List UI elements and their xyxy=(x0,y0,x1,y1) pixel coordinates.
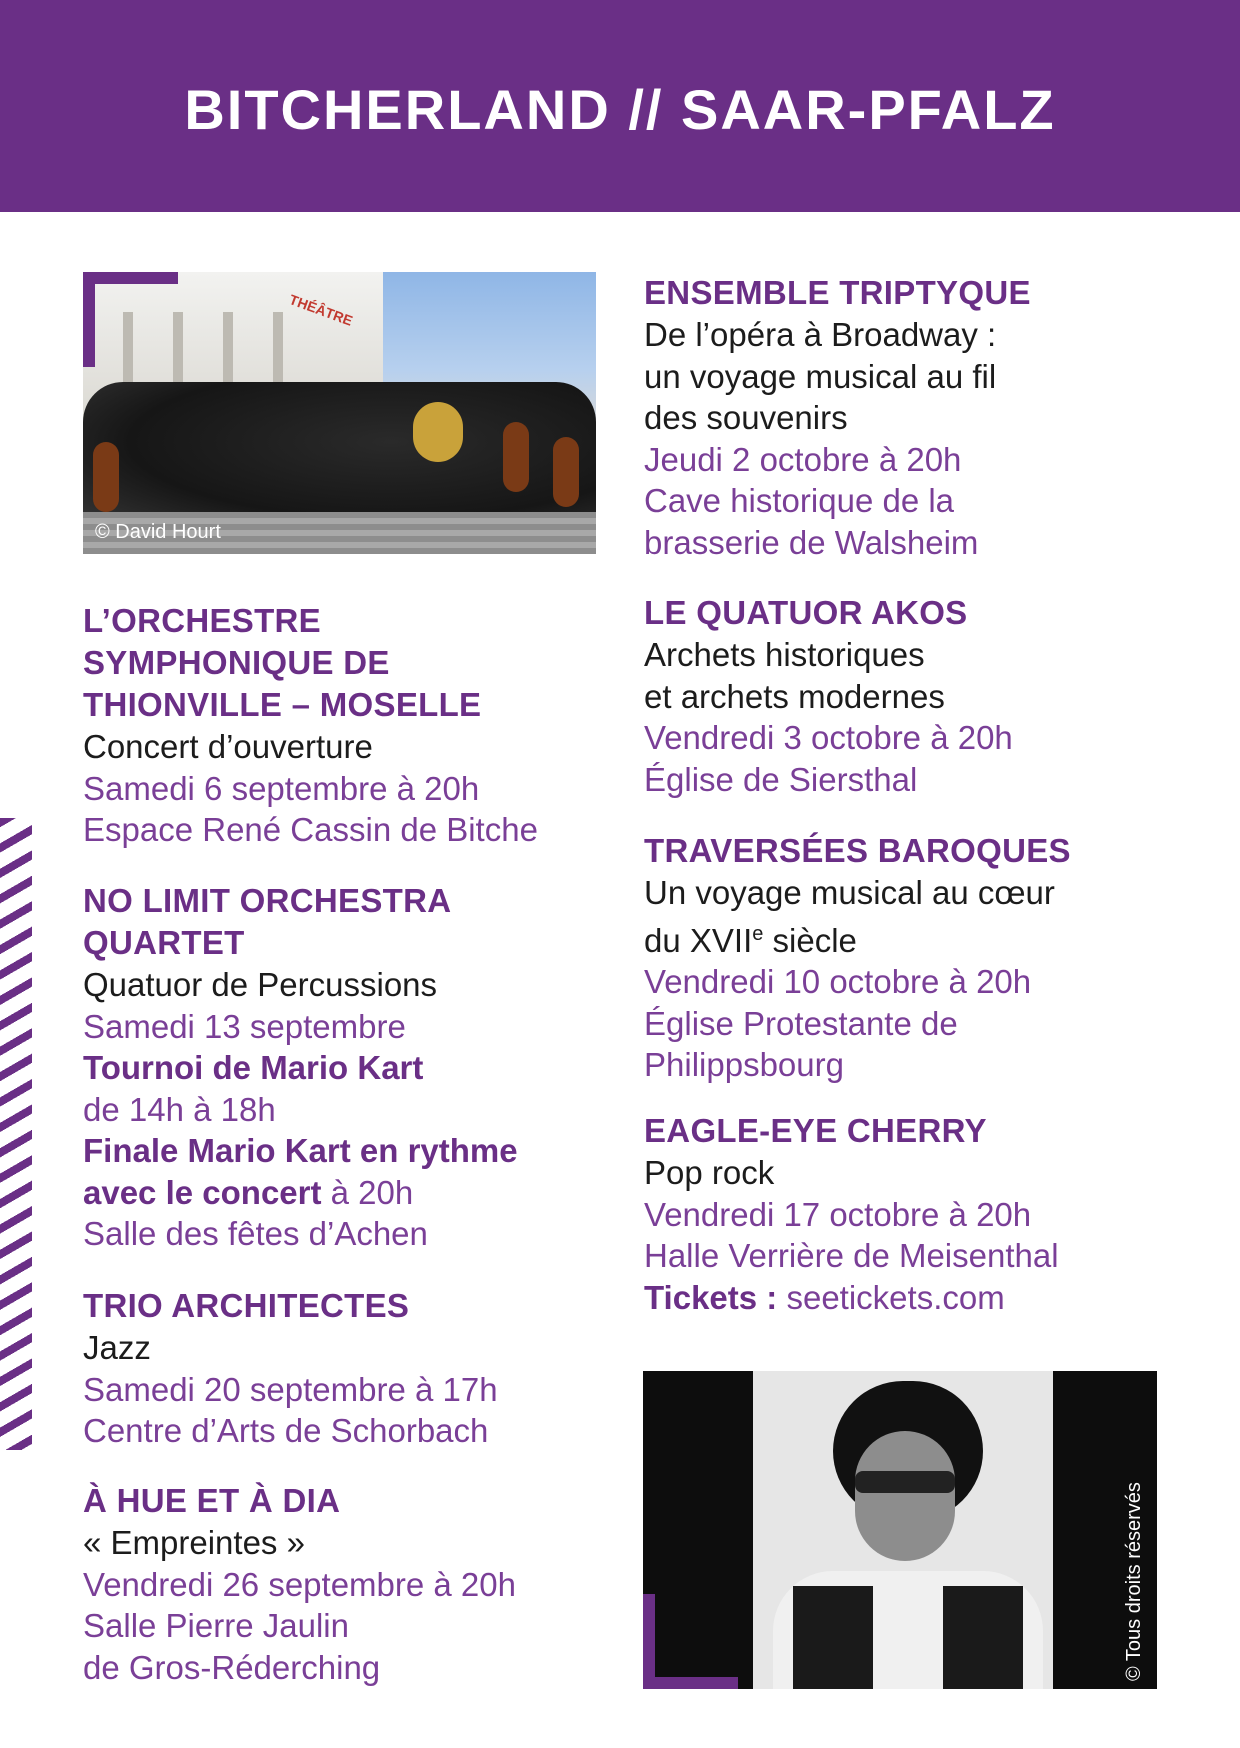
event-venue: Salle des fêtes d’Achen xyxy=(83,1215,428,1252)
event-title: ENSEMBLE TRIPTYQUE xyxy=(644,274,1031,311)
event-subtitle xyxy=(644,914,1164,962)
event-subtitle: des souvenirs xyxy=(644,399,848,436)
event-title: EAGLE-EYE CHERRY xyxy=(644,1112,987,1149)
corner-accent xyxy=(83,272,95,367)
event-title: LE QUATUOR AKOS xyxy=(644,594,968,631)
event-quatuor-akos xyxy=(644,592,1164,800)
subtitle-post: siècle xyxy=(763,921,857,959)
event-title: SYMPHONIQUE DE xyxy=(83,644,390,681)
event-subtitle: Jazz xyxy=(83,1329,151,1366)
event-date: Samedi 13 septembre xyxy=(83,1007,406,1045)
event-date: Vendredi 17 octobre à 20h xyxy=(644,1195,1032,1233)
event-venue: Cave historique de la xyxy=(644,482,955,519)
cello xyxy=(553,437,579,507)
photo-credit: © David Hourt xyxy=(95,521,221,543)
corner-accent xyxy=(643,1677,738,1689)
event-title: TRAVERSÉES BAROQUES xyxy=(644,832,1071,869)
artist-portrait-photo xyxy=(643,1371,1157,1689)
event-trio-architectes xyxy=(83,1285,603,1452)
event-venue: Espace René Cassin de Bitche xyxy=(83,811,538,848)
event-subtitle: un voyage musical au fil xyxy=(644,357,997,395)
event-venue: Église de Siersthal xyxy=(644,760,918,798)
event-subtitle: et archets modernes xyxy=(644,677,945,715)
theatre-sign: THÉÂTRE xyxy=(287,291,355,329)
event-subtitle: Un voyage musical au cœur xyxy=(644,874,1055,911)
event-finale-bold: avec le concert xyxy=(83,1173,322,1211)
header-banner xyxy=(0,0,1240,212)
event-title: À HUE ET À DIA xyxy=(83,1482,341,1519)
decorative-stripes xyxy=(0,818,32,1450)
tuba xyxy=(413,402,463,462)
event-ensemble-triptyque xyxy=(644,272,1164,563)
artist-vest xyxy=(943,1586,1023,1689)
event-eagle-eye-cherry xyxy=(644,1110,1164,1318)
orchestra-photo xyxy=(83,272,596,554)
photo-credit: © Tous droits réservés xyxy=(1123,1482,1145,1681)
event-date: Vendredi 3 octobre à 20h xyxy=(644,719,1013,756)
event-date: Jeudi 2 octobre à 20h xyxy=(644,440,962,478)
event-date: Vendredi 10 octobre à 20h xyxy=(644,963,1032,1000)
event-venue: Salle Pierre Jaulin xyxy=(83,1607,349,1644)
event-title: NO LIMIT ORCHESTRA xyxy=(83,882,452,919)
event-finale-line xyxy=(83,1172,603,1214)
event-venue: Centre d’Arts de Schorbach xyxy=(83,1412,489,1449)
event-date: Vendredi 26 septembre à 20h xyxy=(83,1565,516,1603)
event-orchestre-thionville xyxy=(83,600,603,851)
cello xyxy=(93,442,119,512)
event-subtitle: Pop rock xyxy=(644,1154,775,1191)
event-title: L’ORCHESTRE xyxy=(83,602,321,639)
corner-accent xyxy=(643,1594,655,1689)
event-title: THIONVILLE – MOSELLE xyxy=(83,686,482,723)
event-no-limit-orchestra xyxy=(83,880,603,1255)
event-finale-time: à 20h xyxy=(321,1173,414,1211)
event-subtitle: Concert d’ouverture xyxy=(83,728,373,765)
page-title: BITCHERLAND // SAAR-PFALZ xyxy=(184,78,1056,141)
event-date: Samedi 6 septembre à 20h xyxy=(83,769,480,807)
event-subtitle: Quatuor de Percussions xyxy=(83,966,438,1003)
event-activity-time: de 14h à 18h xyxy=(83,1090,276,1128)
tickets-label: Tickets : xyxy=(644,1278,778,1316)
event-title: TRIO ARCHITECTES xyxy=(83,1287,410,1324)
event-activity: Tournoi de Mario Kart xyxy=(83,1049,424,1086)
event-venue: brasserie de Walsheim xyxy=(644,523,979,561)
event-venue: Église Protestante de xyxy=(644,1004,958,1042)
artist-face xyxy=(855,1431,955,1561)
artist-vest xyxy=(793,1586,873,1689)
superscript: e xyxy=(752,922,764,945)
event-venue: Halle Verrière de Meisenthal xyxy=(644,1237,1059,1274)
event-finale: Finale Mario Kart en rythme xyxy=(83,1132,518,1169)
event-venue: Philippsbourg xyxy=(644,1046,844,1083)
event-date: Samedi 20 septembre à 17h xyxy=(83,1370,498,1408)
cello xyxy=(503,422,529,492)
event-subtitle: Archets historiques xyxy=(644,636,925,673)
event-title: QUARTET xyxy=(83,924,245,961)
event-subtitle: De l’opéra à Broadway : xyxy=(644,316,997,353)
tickets-line xyxy=(644,1277,1164,1319)
sunglasses xyxy=(855,1471,955,1493)
event-a-hue-et-a-dia xyxy=(83,1480,603,1688)
corner-accent xyxy=(83,272,178,284)
event-traversees-baroques xyxy=(644,830,1164,1086)
tickets-link[interactable]: seetickets.com xyxy=(777,1278,1005,1316)
event-subtitle: « Empreintes » xyxy=(83,1524,305,1561)
event-venue: de Gros-Réderching xyxy=(83,1648,381,1686)
subtitle-pre: du XVII xyxy=(644,921,753,959)
